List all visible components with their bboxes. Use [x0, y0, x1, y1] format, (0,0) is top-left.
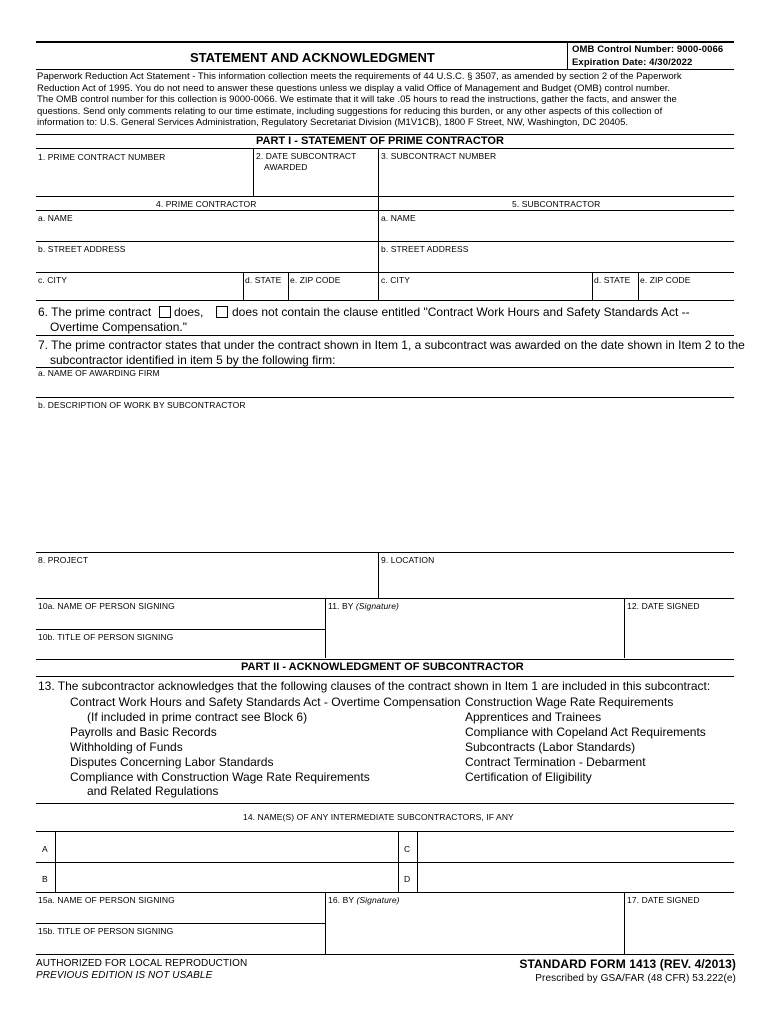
item3-label: 3. SUBCONTRACT NUMBER: [381, 151, 497, 161]
person-signing-name-field[interactable]: [37, 612, 324, 628]
project-field[interactable]: [37, 566, 377, 597]
part2-heading-rule: [36, 676, 734, 677]
sub-date-signed-field[interactable]: [625, 906, 734, 953]
top-rule: [36, 41, 734, 43]
prime-state-label: d. STATE: [245, 275, 282, 285]
prime-contract-number-field[interactable]: [37, 164, 252, 194]
clause: and Related Regulations: [87, 784, 219, 799]
row-rule: [36, 335, 734, 336]
item10a-label: 10a. NAME OF PERSON SIGNING: [38, 601, 175, 611]
header-rule: [36, 69, 734, 70]
prime-zip-field[interactable]: [289, 286, 377, 299]
sub-signature-field[interactable]: [326, 906, 623, 953]
left-clause-list: [70, 695, 461, 799]
item7-text: 7. The prime contractor states that under the contract shown in Item 1, a subcontract was awarded on the date shown in Item 2 to the: [38, 338, 745, 352]
sub-name-label: a. NAME: [381, 213, 416, 223]
paperwork-statement: Paperwork Reduction Act Statement - This information collection meets the requirements of 44 U.S.C. § 3507, as amended by section 2 of the Paperwork Reduction Act of 1995. You do not need to answer these questions unless we display a valid Office of Management and Budget (OMB) control number. The OMB control number for this collection is 9000-0066. We estimate that it will take .05 hours to read the instructions, gather the facts, and answer the questions. Send only comments relating to our time estimate, including suggestions for reducing this burden, or any other aspects of this collection of information to: U.S. General Services Administration, Regulatory Secretariat Division (M1V1CB), 1800 F Street, NW, Washington, DC 20405.: [37, 71, 682, 129]
row-rule: [36, 803, 734, 804]
item15a-label: 15a. NAME OF PERSON SIGNING: [38, 895, 175, 905]
clause: Apprentices and Trainees: [465, 709, 602, 724]
item9-label: 9. LOCATION: [381, 555, 435, 565]
part2-heading: PART II - ACKNOWLEDGMENT OF SUBCONTRACTOR: [241, 661, 524, 673]
item7b-label: b. DESCRIPTION OF WORK BY SUBCONTRACTOR: [38, 400, 246, 410]
subcontractor-a-field[interactable]: [56, 832, 398, 861]
footer-authorized: AUTHORIZED FOR LOCAL REPRODUCTION: [36, 958, 248, 969]
clause: Withholding of Funds: [70, 739, 183, 754]
row-rule: [36, 241, 734, 242]
item11-label: 11. BY (Signature): [328, 601, 399, 611]
row-b-label: B: [42, 874, 48, 884]
row-rule: [36, 659, 734, 660]
row-rule: [36, 923, 326, 924]
item8-label: 8. PROJECT: [38, 555, 89, 565]
part1-heading-rule: [36, 148, 734, 149]
item1-label: 1. PRIME CONTRACT NUMBER: [38, 152, 166, 162]
sub-city-field[interactable]: [379, 286, 591, 299]
item6-does-checkbox[interactable]: [159, 306, 171, 318]
clause: Payrolls and Basic Records: [70, 724, 217, 739]
omb-control-number: OMB Control Number: 9000-0066: [572, 44, 724, 55]
sub-name-field[interactable]: [379, 224, 734, 240]
row-rule: [36, 210, 734, 211]
item7-text-2: subcontractor identified in item 5 by the following firm:: [50, 353, 336, 367]
row-rule: [36, 892, 734, 893]
row-rule: [36, 598, 734, 599]
row-rule: [36, 196, 734, 197]
sub-street-field[interactable]: [379, 255, 734, 271]
row-a-label: A: [42, 844, 48, 854]
signature-field[interactable]: [326, 612, 623, 657]
row-rule: [36, 300, 734, 301]
clause: (If included in prime contract see Block 6): [87, 709, 308, 724]
awarding-firm-field[interactable]: [37, 379, 734, 396]
item6-does-not-label: does not contain the clause entitled "Contract Work Hours and Safety Standards Act --: [232, 305, 690, 319]
item6-text-2: Overtime Compensation.": [50, 320, 187, 334]
prime-street-field[interactable]: [37, 255, 377, 271]
part1-heading: PART I - STATEMENT OF PRIME CONTRACTOR: [256, 135, 504, 147]
sub-street-label: b. STREET ADDRESS: [381, 244, 469, 254]
bottom-rule: [36, 954, 734, 955]
row-rule: [36, 629, 326, 630]
sub-person-signing-title-field[interactable]: [37, 937, 324, 953]
row-rule: [36, 272, 734, 273]
sub-state-field[interactable]: [593, 286, 637, 299]
sub-zip-label: e. ZIP CODE: [640, 275, 691, 285]
row-rule: [36, 552, 734, 553]
date-subcontract-awarded-field[interactable]: [254, 174, 377, 194]
row-d-label: D: [404, 874, 411, 884]
divider: [378, 196, 379, 300]
item10b-label: 10b. TITLE OF PERSON SIGNING: [38, 632, 174, 642]
form-number: STANDARD FORM 1413 (REV. 4/2013): [519, 957, 736, 971]
sub-zip-field[interactable]: [639, 286, 734, 299]
clause: Compliance with Construction Wage Rate Requirements: [70, 769, 370, 784]
clause: Subcontracts (Labor Standards): [465, 739, 636, 754]
clause: Certification of Eligibility: [465, 769, 592, 784]
item5-label: 5. SUBCONTRACTOR: [512, 199, 601, 209]
item2-label: 2. DATE SUBCONTRACT: [256, 151, 357, 161]
sub-state-label: d. STATE: [594, 275, 631, 285]
prime-name-field[interactable]: [37, 224, 377, 240]
row-c-label: C: [404, 844, 411, 854]
item16-label: 16. BY (Signature): [328, 895, 400, 905]
right-clause-list: [465, 695, 706, 784]
item2-label-2: AWARDED: [264, 162, 308, 172]
location-field[interactable]: [379, 566, 734, 597]
prime-street-label: b. STREET ADDRESS: [38, 244, 126, 254]
prescribed-by: Prescribed by GSA/FAR (48 CFR) 53.222(e): [535, 973, 736, 984]
item14-label: 14. NAME(S) OF ANY INTERMEDIATE SUBCONTRACTORS, IF ANY: [243, 812, 514, 822]
subcontractor-c-field[interactable]: [418, 832, 734, 861]
clause: Compliance with Copeland Act Requirements: [465, 724, 706, 739]
description-of-work-field[interactable]: [37, 411, 734, 550]
item6-text: 6. The prime contract: [38, 305, 152, 319]
prime-city-label: c. CITY: [38, 275, 68, 285]
subcontractor-d-field[interactable]: [418, 863, 734, 891]
clause: Disputes Concerning Labor Standards: [70, 754, 274, 769]
footer-previous-edition: PREVIOUS EDITION IS NOT USABLE: [36, 970, 213, 981]
item17-label: 17. DATE SIGNED: [627, 895, 700, 905]
subcontractor-b-field[interactable]: [56, 863, 398, 891]
item12-label: 12. DATE SIGNED: [627, 601, 700, 611]
item6-does-label: does,: [174, 305, 204, 319]
sub-person-signing-name-field[interactable]: [37, 906, 324, 922]
prime-zip-label: e. ZIP CODE: [290, 275, 341, 285]
prime-state-field[interactable]: [244, 286, 287, 299]
clause: Contract Work Hours and Safety Standards Act - Overtime Compensation: [70, 695, 461, 709]
clause: Construction Wage Rate Requirements: [465, 695, 674, 709]
row-rule: [36, 397, 734, 398]
clause: Contract Termination - Debarment: [465, 754, 646, 769]
item15b-label: 15b. TITLE OF PERSON SIGNING: [38, 926, 174, 936]
item13-text: 13. The subcontractor acknowledges that the following clauses of the contract shown in Item 1 are included in this subcontract:: [38, 679, 711, 693]
expiration-date: Expiration Date: 4/30/2022: [572, 57, 693, 68]
item7a-label: a. NAME OF AWARDING FIRM: [38, 368, 160, 378]
sub-city-label: c. CITY: [381, 275, 411, 285]
omb-divider: [567, 41, 568, 69]
date-signed-field[interactable]: [625, 612, 734, 657]
prime-city-field[interactable]: [37, 286, 242, 299]
person-signing-title-field[interactable]: [37, 643, 324, 657]
item4-label: 4. PRIME CONTRACTOR: [156, 199, 257, 209]
subcontract-number-field[interactable]: [379, 164, 734, 194]
prime-name-label: a. NAME: [38, 213, 73, 223]
form-title: STATEMENT AND ACKNOWLEDGMENT: [190, 50, 435, 65]
item6-does-not-checkbox[interactable]: [216, 306, 228, 318]
